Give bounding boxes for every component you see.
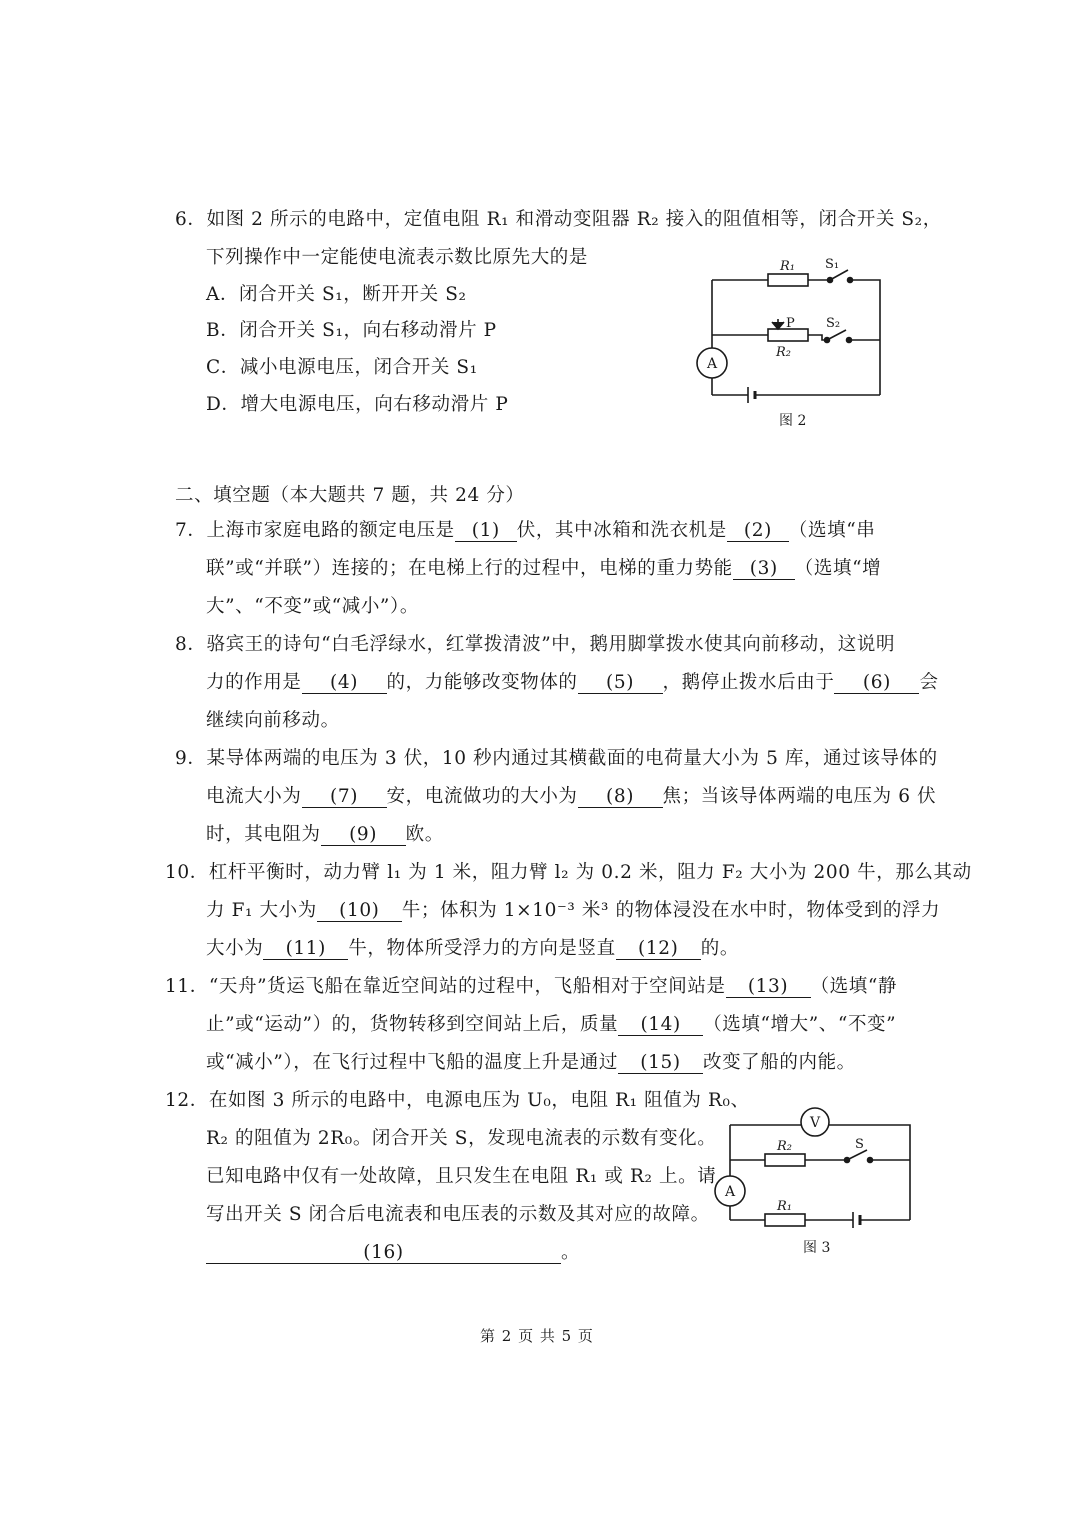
answer-blank-3: (3) <box>733 559 795 580</box>
q8-line1: 8．骆宾王的诗句“白毛浮绿水，红掌拨清波”中，鹅用脚掌拨水使其向前移动，这说明 <box>175 634 896 655</box>
answer-blank-14: (14) <box>618 1015 703 1036</box>
fig2-label-r2: R₂ <box>776 345 791 360</box>
q7-text: 7．上海市家庭电路的额定电压是 <box>175 520 455 541</box>
q11-text: （选填“静 <box>810 976 898 997</box>
answer-blank-11: (11) <box>263 939 348 960</box>
q11-text: 改变了船的内能。 <box>702 1052 856 1073</box>
answer-blank-5: (5) <box>578 673 663 694</box>
q6-option-b: B．闭合开关 S₁，向右移动滑片 P <box>206 320 497 341</box>
q10-line3 <box>206 937 739 961</box>
q8-text: ，鹅停止拨水后由于 <box>662 672 835 693</box>
q8-text: 力的作用是 <box>206 672 302 693</box>
q7-line1 <box>175 519 875 543</box>
q6-stem-line1: 6．如图 2 所示的电路中，定值电阻 R₁ 和滑动变阻器 R₂ 接入的阻值相等，闭合开关 S₂， <box>175 209 942 230</box>
fig3-label-s: S <box>855 1137 864 1152</box>
q11-text: 或“减小”），在飞行过程中飞船的温度上升是通过 <box>206 1052 618 1073</box>
q10-text: 大小为 <box>206 938 264 959</box>
q12-line1: 12．在如图 3 所示的电路中，电源电压为 U₀，电阻 R₁ 阻值为 R₀、 <box>165 1090 750 1111</box>
q12-line5 <box>206 1241 580 1265</box>
answer-blank-1: (1) <box>455 521 517 542</box>
q12-line3: 已知电路中仅有一处故障，且只发生在电阻 R₁ 或 R₂ 上。请 <box>206 1166 717 1187</box>
fig2-ammeter-label: A <box>706 356 718 372</box>
q11-text: 11．“天舟”货运飞船在靠近空间站的过程中，飞船相对于空间站是 <box>165 976 726 997</box>
q10-text: 牛；体积为 1×10⁻³ 米³ 的物体浸没在水中时，物体受到的浮力 <box>401 900 941 921</box>
q8-line2 <box>206 671 939 695</box>
fig3-label-r2: R₂ <box>777 1139 792 1154</box>
answer-blank-12: (12) <box>616 939 701 960</box>
q10-line2 <box>206 899 940 923</box>
q11-line2 <box>206 1013 896 1037</box>
q11-line3 <box>206 1051 856 1075</box>
q6-stem-line2: 下列操作中一定能使电流表示数比原先大的是 <box>206 247 589 268</box>
q9-text: 时，其电阻为 <box>206 824 321 845</box>
q10-text: 牛，物体所受浮力的方向是竖直 <box>348 938 616 959</box>
q7-text: 伏，其中冰箱和洗衣机是 <box>516 520 727 541</box>
fig3-caption: 图 3 <box>803 1240 831 1256</box>
fig2-caption: 图 2 <box>779 413 807 429</box>
answer-blank-4: (4) <box>302 673 387 694</box>
q7-line3: 大”、“不变”或“减小”）。 <box>206 596 419 617</box>
q9-text: 焦；当该导体两端的电压为 6 伏 <box>662 786 937 807</box>
circuit-figure-2 <box>690 255 900 415</box>
q9-line2 <box>206 785 936 809</box>
q12-line4: 写出开关 S 闭合后电流表和电压表的示数及其对应的故障。 <box>206 1204 710 1225</box>
q9-text: 欧。 <box>405 824 444 845</box>
fig2-label-p: P <box>786 316 795 331</box>
q6-option-d: D．增大电源电压，向右移动滑片 P <box>206 394 509 415</box>
q11-text: 止”或“运动”）的，货物转移到空间站上后，质量 <box>206 1014 619 1035</box>
page-number-footer: 第 2 页 共 5 页 <box>480 1327 594 1345</box>
q8-text: 会 <box>919 672 939 693</box>
fig3-voltmeter-label: V <box>809 1115 821 1131</box>
fig3-ammeter-label: A <box>724 1184 736 1200</box>
q9-text: 安，电流做功的大小为 <box>386 786 578 807</box>
fig3-label-r1: R₁ <box>777 1199 792 1214</box>
q9-text: 电流大小为 <box>206 786 302 807</box>
q10-line1: 10．杠杆平衡时，动力臂 l₁ 为 1 米，阻力臂 l₂ 为 0.2 米，阻力 F₂ 大小为 200 牛，那么其动 <box>165 862 972 883</box>
q12-text: 。 <box>561 1242 581 1263</box>
answer-blank-15: (15) <box>618 1053 703 1074</box>
q12-line2: R₂ 的阻值为 2R₀。闭合开关 S，发现电流表的示数有变化。 <box>206 1128 717 1149</box>
q10-text: 力 F₁ 大小为 <box>206 900 317 921</box>
fig2-label-r1: R₁ <box>780 259 795 274</box>
answer-blank-16: (16) <box>206 1243 561 1264</box>
fig2-label-s1: S₁ <box>825 257 840 272</box>
answer-blank-9: (9) <box>321 825 406 846</box>
q7-text: 联”或“并联”）连接的；在电梯上行的过程中，电梯的重力势能 <box>206 558 733 579</box>
q11-text: （选填“增大”、“不变” <box>703 1014 897 1035</box>
fig2-label-s2: S₂ <box>826 316 841 331</box>
answer-blank-2: (2) <box>727 521 789 542</box>
answer-blank-7: (7) <box>302 787 387 808</box>
q8-text: 的，力能够改变物体的 <box>386 672 578 693</box>
section-heading: 二、填空题（本大题共 7 题，共 24 分） <box>175 485 525 506</box>
q7-text: （选填“串 <box>788 520 876 541</box>
q10-text: 的。 <box>700 938 739 959</box>
answer-blank-8: (8) <box>578 787 663 808</box>
answer-blank-10: (10) <box>317 901 402 922</box>
q9-line3 <box>206 823 444 847</box>
q6-option-a: A．闭合开关 S₁，断开开关 S₂ <box>206 284 467 305</box>
q7-line2 <box>206 557 881 581</box>
q7-text: （选填“增 <box>794 558 882 579</box>
q9-line1: 9．某导体两端的电压为 3 伏，10 秒内通过其横截面的电荷量大小为 5 库，通过该导体的 <box>175 748 938 769</box>
answer-blank-6: (6) <box>834 673 919 694</box>
circuit-figure-3 <box>705 1100 920 1240</box>
answer-blank-13: (13) <box>726 977 811 998</box>
q6-option-c: C．减小电源电压，闭合开关 S₁ <box>206 357 478 378</box>
q8-line3: 继续向前移动。 <box>206 710 340 731</box>
q11-line1 <box>165 975 897 999</box>
